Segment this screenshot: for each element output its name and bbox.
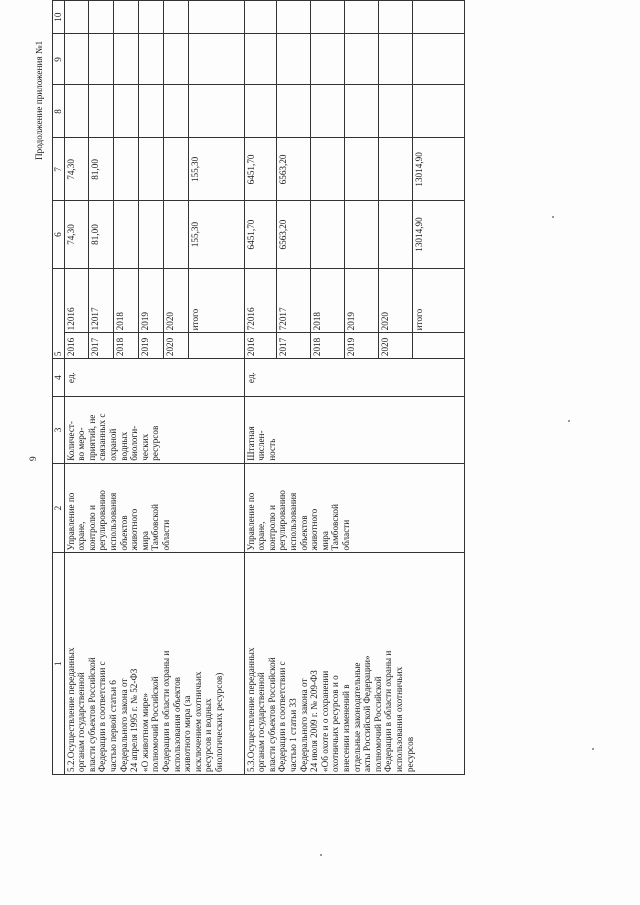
continuation-note: Продолжение приложения №1 [34, 40, 44, 160]
executor-cell: Управление по охране, контролю и регулированию использования объектов животного мира Тамбовской области [244, 463, 464, 553]
scan-speck [568, 420, 570, 422]
col-header-5: 5 [53, 268, 65, 358]
value-cell: 155,30 [188, 201, 244, 268]
year-cell: 72016 [244, 268, 276, 333]
table-row [64, 1, 88, 775]
value-cell: 6563,20 [276, 138, 310, 201]
year-cell: 72017 [276, 268, 310, 333]
measure-cell: 5.3.Осуществление переданных органам государственной власти субъектов Российской Федерации в соответствии с частью 1 статьи 33 Федерального закона от 24 июля 2009 г. № 209-ФЗ «Об охоте и о сохранении охотничьих ресурсов и о внесении изменений в отдельные законодательные акты Российской Федерации» полномочий Российской Федерации в области охраны и использования охотничьих ресурсов [244, 553, 464, 775]
col-header-3: 3 [53, 397, 65, 464]
value-cell: 6563,20 [276, 201, 310, 268]
unit-cell: ед. [64, 359, 244, 397]
scan-speck [592, 748, 594, 750]
indicator-cell: Количест- во меро- приятий, не связанных с охраной водных биологи- ческих ресурсов [64, 397, 244, 464]
year-cell: 12016 [64, 268, 88, 333]
appendix-table [52, 0, 465, 775]
year-cell: 2019 [138, 268, 163, 333]
year-cell: 2018 [310, 268, 344, 333]
table-row [244, 1, 276, 775]
unit-cell: ед. [244, 359, 464, 397]
value-cell: 155,30 [188, 138, 244, 201]
executor-cell: Управление по охране, контролю и регулированию использования объектов животного мира Тамбовской области [64, 463, 244, 553]
year-cell: 2019 [344, 333, 378, 359]
value-cell: 74,30 [64, 138, 88, 201]
col-header-9: 9 [53, 34, 65, 85]
year-cell: 2020 [378, 268, 412, 333]
total-label: итого [412, 268, 464, 333]
value-cell: 6451,70 [244, 201, 276, 268]
value-cell: 13014,90 [412, 201, 464, 268]
value-cell: 6451,70 [244, 138, 276, 201]
col-header-6: 6 [53, 201, 65, 268]
col-header-8: 8 [53, 85, 65, 138]
year-cell: 2018 [310, 333, 344, 359]
indicator-cell: Штатная числен- ность [244, 397, 464, 464]
year-cell: 2019 [344, 268, 378, 333]
col-header-2: 2 [53, 463, 65, 553]
year-cell: 2017 [276, 333, 310, 359]
year-cell: 2016 [64, 333, 88, 359]
value-cell: 81,00 [88, 138, 113, 201]
value-cell: 13014,90 [412, 138, 464, 201]
year-cell: 2017 [88, 333, 113, 359]
scan-speck [552, 216, 554, 218]
value-cell: 81,00 [88, 201, 113, 268]
year-cell: 2018 [113, 333, 138, 359]
total-label: итого [188, 268, 244, 333]
year-cell: 2020 [163, 333, 188, 359]
year-cell: 2020 [378, 333, 412, 359]
year-cell: 2016 [244, 333, 276, 359]
header-row [53, 1, 65, 775]
page-number: 9 [28, 456, 38, 461]
scan-speck [320, 854, 322, 856]
measure-cell: 5.2.Осуществление переданных органам государственной власти субъектов Российской Федерации в соответствии с частью первой статьи 6 Федерального закона от 24 апреля 1995 г. № 52-ФЗ «О животном мире» полномочий Российской Федерации в области охраны и использования объектов животного мира (за исключением охотничьих ресурсов и водных биологических ресурсов) [64, 553, 244, 775]
value-cell: 74,30 [64, 201, 88, 268]
year-cell: 2018 [113, 268, 138, 333]
col-header-10: 10 [53, 1, 65, 34]
year-cell: 2019 [138, 333, 163, 359]
col-header-7: 7 [53, 138, 65, 201]
year-cell: 12017 [88, 268, 113, 333]
col-header-1: 1 [53, 553, 65, 775]
year-cell: 2020 [163, 268, 188, 333]
col-header-4: 4 [53, 359, 65, 397]
